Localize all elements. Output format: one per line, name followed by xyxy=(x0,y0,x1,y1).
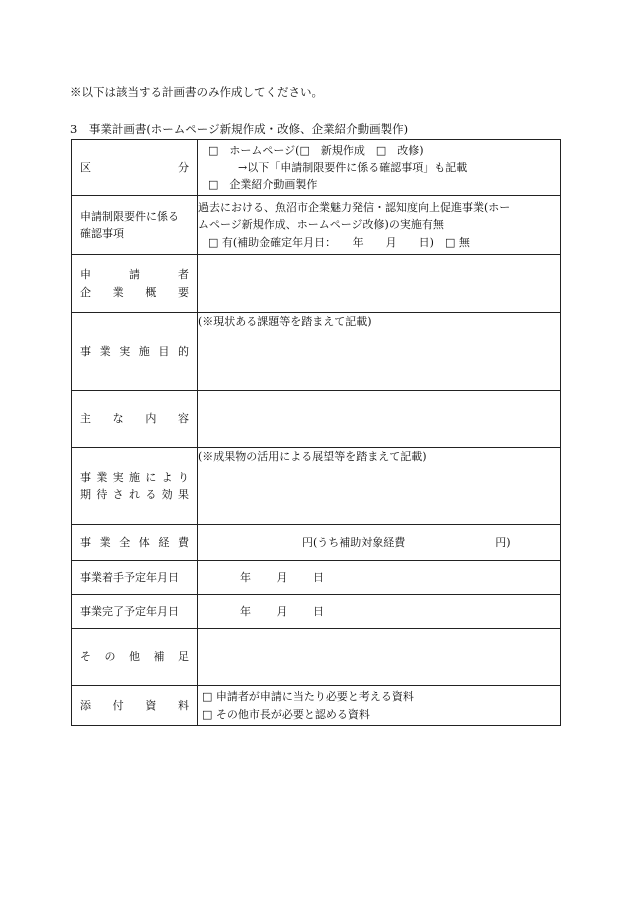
label-char: 待 xyxy=(96,488,108,501)
label-char: 料 xyxy=(177,698,189,712)
label-effect xyxy=(72,448,198,525)
label-attachments xyxy=(72,686,198,726)
label-char: 業 xyxy=(99,535,111,549)
label-char: る xyxy=(145,488,157,501)
label-char: 者 xyxy=(178,268,189,282)
label-other xyxy=(72,629,198,686)
label-attachments-text xyxy=(72,697,197,714)
label-char: そ xyxy=(80,650,91,664)
option-homepage[interactable]: □ ホームページ(□ 新規作成 □ 改修) xyxy=(208,143,424,157)
effect-input[interactable] xyxy=(198,448,561,525)
effect-hint: (※成果物の活用による展望等を踏まえて記載) xyxy=(198,450,427,463)
label-content-text xyxy=(72,410,197,427)
label-char: 主 xyxy=(80,412,91,426)
label-purpose-text xyxy=(72,343,197,360)
start-month: 月 xyxy=(276,570,288,584)
label-applicant-line1 xyxy=(72,266,197,283)
label-char: 費 xyxy=(177,535,189,549)
label-char: 的 xyxy=(177,344,189,358)
label-cost xyxy=(72,525,198,561)
restriction-content[interactable] xyxy=(198,196,561,255)
section-title: 3 事業計画書(ホームページ新規作成・改修、企業紹介動画製作) xyxy=(70,122,409,136)
content-input[interactable] xyxy=(198,391,561,448)
label-char: さ xyxy=(112,488,124,501)
label-restriction-line1: 申請制限要件に係る xyxy=(80,209,179,223)
label-cost-text xyxy=(72,534,197,551)
label-char: 業 xyxy=(99,344,111,358)
label-char: 効 xyxy=(161,488,173,501)
label-char: 付 xyxy=(112,698,124,712)
cost-end: 円) xyxy=(495,535,511,549)
label-char: 業 xyxy=(112,285,124,299)
row-restriction xyxy=(72,196,561,255)
attachment-item-2[interactable]: □ その他市長が必要と認める資料 xyxy=(202,707,370,721)
label-char: 果 xyxy=(177,488,189,501)
label-char: 施 xyxy=(138,344,150,358)
label-char: 期 xyxy=(80,488,91,501)
label-char: 企 xyxy=(80,285,91,299)
label-char: 要 xyxy=(177,285,189,299)
label-char: れ xyxy=(128,488,140,501)
label-char: 他 xyxy=(129,650,140,664)
label-char: り xyxy=(177,470,189,484)
label-char: 概 xyxy=(145,285,157,299)
label-char: 全 xyxy=(119,535,131,549)
purpose-input[interactable] xyxy=(198,313,561,391)
label-restriction xyxy=(72,196,198,255)
label-char: 分 xyxy=(178,160,189,174)
label-applicant xyxy=(72,255,198,313)
label-char: 施 xyxy=(128,470,140,484)
label-char: 実 xyxy=(119,344,131,358)
label-char: 事 xyxy=(80,344,91,358)
attachments-options[interactable] xyxy=(198,686,561,726)
label-char: 足 xyxy=(178,650,189,664)
label-char: な xyxy=(112,412,124,426)
label-char: に xyxy=(145,470,157,484)
label-content xyxy=(72,391,198,448)
label-restriction-line2: 確認事項 xyxy=(80,227,124,240)
purpose-hint: (※現状ある課題等を踏まえて記載) xyxy=(198,315,372,328)
end-year: 年 xyxy=(240,604,251,618)
restriction-text-line2: ムページ新規作成、ホームページ改修)の実施有無 xyxy=(198,218,444,232)
label-char: 容 xyxy=(177,412,189,426)
start-year: 年 xyxy=(240,570,251,584)
row-category xyxy=(72,140,561,196)
option-video[interactable]: □ 企業紹介動画製作 xyxy=(208,178,318,192)
end-day: 日 xyxy=(313,604,324,618)
label-char: 資 xyxy=(145,698,157,712)
row-effect xyxy=(72,448,561,525)
label-char: 請 xyxy=(129,268,140,282)
label-start-date xyxy=(72,561,198,595)
label-char: 業 xyxy=(96,470,108,484)
restriction-text-line1: 過去における、魚沼市企業魅力発信・認知度向上促進事業(ホー xyxy=(198,201,511,215)
cost-text: 円(うち補助対象経費 xyxy=(302,535,406,549)
category-options[interactable] xyxy=(198,140,561,196)
label-char: 添 xyxy=(80,698,91,712)
plan-form-table xyxy=(71,139,561,726)
label-applicant-line2 xyxy=(72,284,197,301)
category-note: →以下「申請制限要件に係る確認事項」も記載 xyxy=(238,160,468,174)
label-purpose xyxy=(72,313,198,391)
label-char: 内 xyxy=(145,412,157,426)
label-start-date-text: 事業着手予定年月日 xyxy=(80,570,179,584)
row-purpose xyxy=(72,313,561,391)
label-char: よ xyxy=(161,470,173,484)
label-category xyxy=(72,140,198,196)
label-char: 体 xyxy=(138,535,150,549)
label-char: 経 xyxy=(158,535,170,549)
start-date-input[interactable] xyxy=(198,561,561,595)
label-end-date-text: 事業完了予定年月日 xyxy=(80,604,179,618)
label-char: 区 xyxy=(80,160,91,174)
cost-input[interactable] xyxy=(198,525,561,561)
label-char: 目 xyxy=(158,344,170,358)
label-effect-line1 xyxy=(72,469,197,486)
restriction-checkboxes[interactable]: □ 有(補助金確定年月日： 年 月 日) □ 無 xyxy=(208,235,470,249)
label-char: 補 xyxy=(153,650,165,664)
attachment-item-1[interactable]: □ 申請者が申請に当たり必要と考える資料 xyxy=(202,690,414,704)
row-other xyxy=(72,629,561,686)
row-attachments xyxy=(72,686,561,726)
end-month: 月 xyxy=(276,604,288,618)
label-char: 事 xyxy=(80,470,91,484)
label-char: 申 xyxy=(80,268,91,282)
label-category-text xyxy=(72,159,197,176)
label-char: 事 xyxy=(80,535,91,549)
other-input[interactable] xyxy=(198,629,561,686)
row-applicant xyxy=(72,255,561,313)
row-content xyxy=(72,391,561,448)
start-day: 日 xyxy=(313,570,324,584)
note-text: ※以下は該当する計画書のみ作成してください。 xyxy=(70,85,323,99)
end-date-input[interactable] xyxy=(198,595,561,629)
label-char: 実 xyxy=(112,470,124,484)
row-cost xyxy=(72,525,561,561)
row-start-date xyxy=(72,561,561,595)
label-effect-line2 xyxy=(72,486,197,503)
label-char: の xyxy=(104,650,116,664)
label-end-date xyxy=(72,595,198,629)
label-other-text xyxy=(72,648,197,665)
row-end-date xyxy=(72,595,561,629)
applicant-input[interactable] xyxy=(198,255,561,313)
